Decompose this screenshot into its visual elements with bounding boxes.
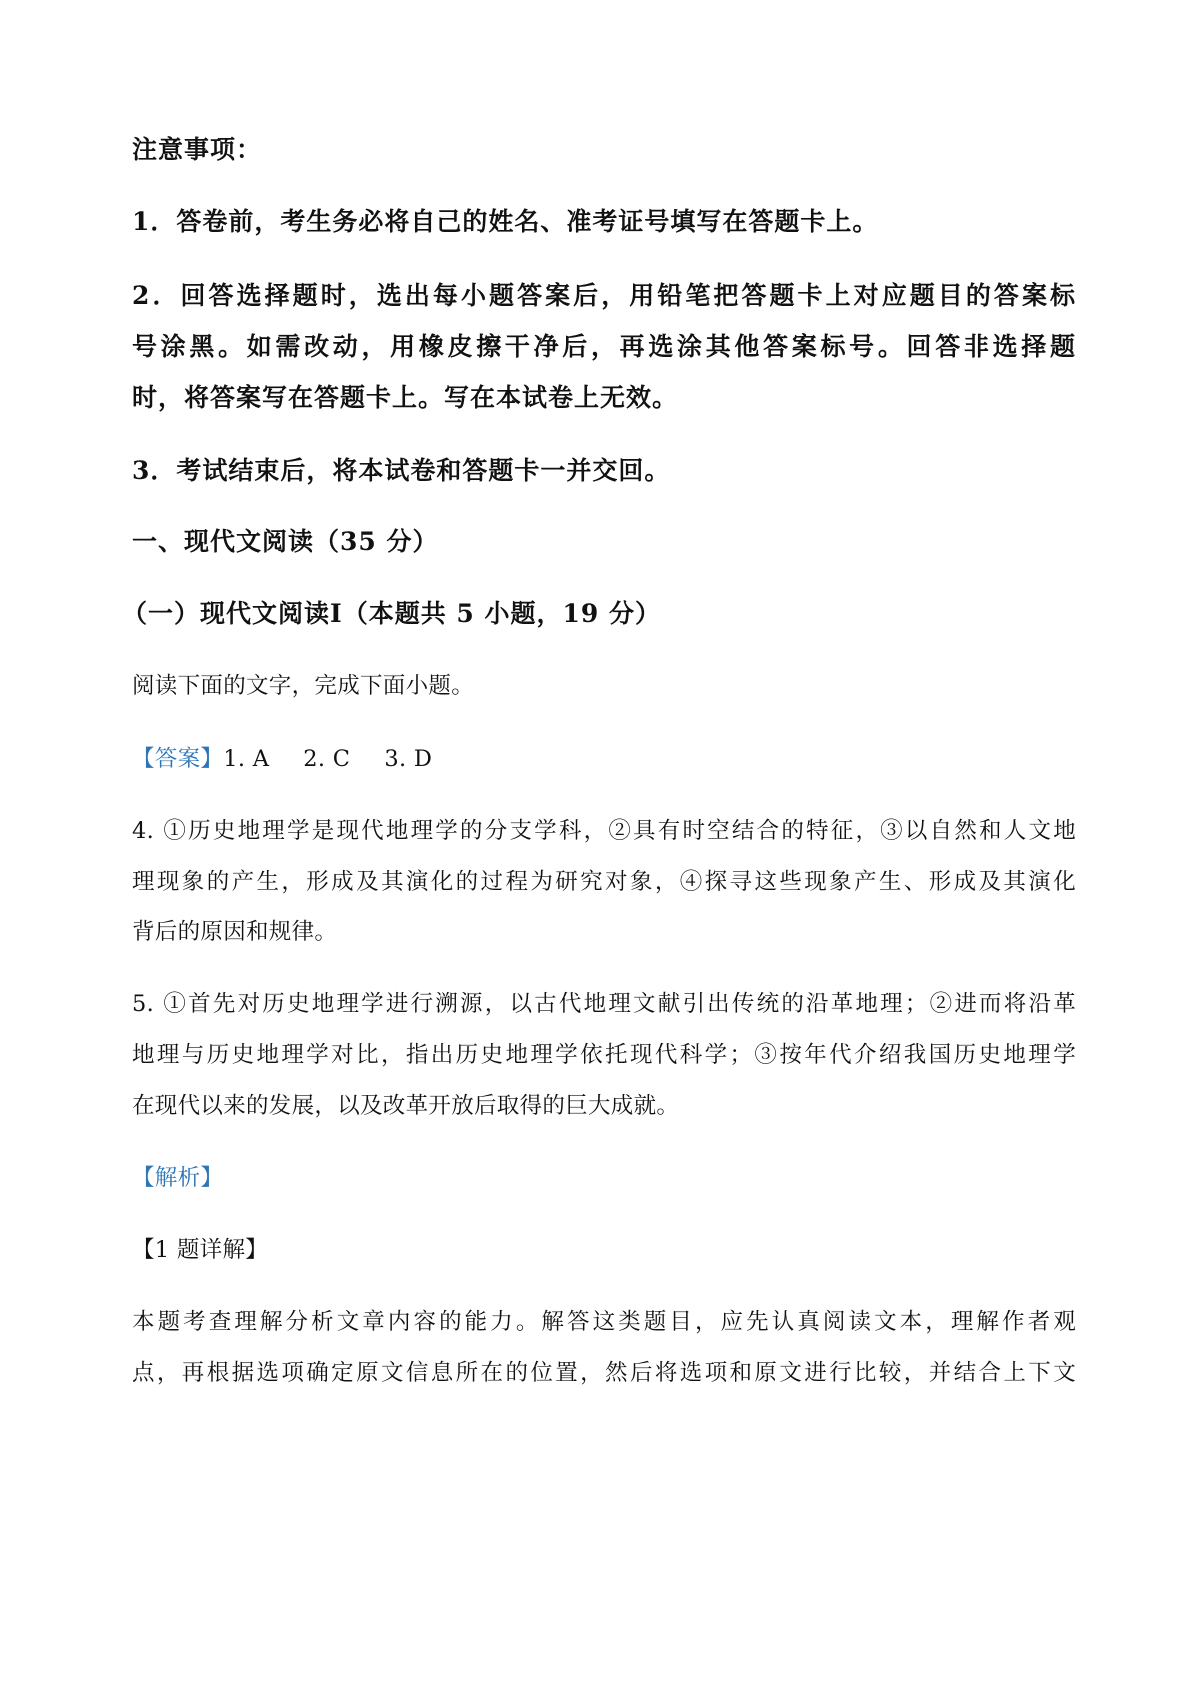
answer-4-line-1: 4. ①历史地理学是现代地理学的分支学科，②具有时空结合的特征，③以自然和人文地 [132, 818, 1076, 844]
analysis-line-1: 本题考查理解分析文章内容的能力。解答这类题目，应先认真阅读文本，理解作者观 [132, 1309, 1076, 1335]
notice-item-3: 3．考试结束后，将本试卷和答题卡一并交回。 [132, 456, 671, 485]
answer-4-line-3: 背后的原因和规律。 [132, 919, 338, 945]
reading-instruction: 阅读下面的文字，完成下面小题。 [132, 673, 475, 699]
notice-item-2-line-2: 号涂黑。如需改动，用橡皮擦干净后，再选涂其他答案标号。回答非选择题 [132, 332, 1076, 361]
analysis-tag: 【解析】 [132, 1165, 224, 1191]
answer-item-3: 3. D [384, 746, 433, 772]
notice-title: 注意事项： [132, 135, 263, 164]
answer-item-1: 1. A [223, 746, 270, 772]
answer-row [132, 741, 432, 773]
notice-item-2-line-3: 时，将答案写在答题卡上。写在本试卷上无效。 [132, 383, 679, 412]
analysis-line-2: 点，再根据选项确定原文信息所在的位置，然后将选项和原文进行比较，并结合上下文 [132, 1360, 1076, 1386]
answer-5-line-3: 在现代以来的发展，以及改革开放后取得的巨大成就。 [132, 1093, 680, 1119]
answer-5-line-2: 地理与历史地理学对比，指出历史地理学依托现代科学；③按年代介绍我国历史地理学 [132, 1042, 1076, 1068]
section-subheading: （一）现代文阅读Ⅰ（本题共 5 小题，19 分） [122, 599, 661, 628]
notice-item-1: 1．答卷前，考生务必将自己的姓名、准考证号填写在答题卡上。 [132, 207, 879, 236]
section-heading: 一、现代文阅读（35 分） [132, 527, 439, 556]
question-1-detail-tag: 【1 题详解】 [132, 1237, 269, 1263]
answer-5-line-1: 5. ①首先对历史地理学进行溯源，以古代地理文献引出传统的沿革地理；②进而将沿革 [132, 991, 1076, 1017]
answer-tag: 【答案】 [132, 746, 224, 772]
answer-4-line-2: 理现象的产生，形成及其演化的过程为研究对象，④探寻这些现象产生、形成及其演化 [132, 869, 1076, 895]
notice-item-2-line-1: 2．回答选择题时，选出每小题答案后，用铅笔把答题卡上对应题目的答案标 [132, 281, 1076, 310]
answer-item-2: 2. C [303, 746, 351, 772]
